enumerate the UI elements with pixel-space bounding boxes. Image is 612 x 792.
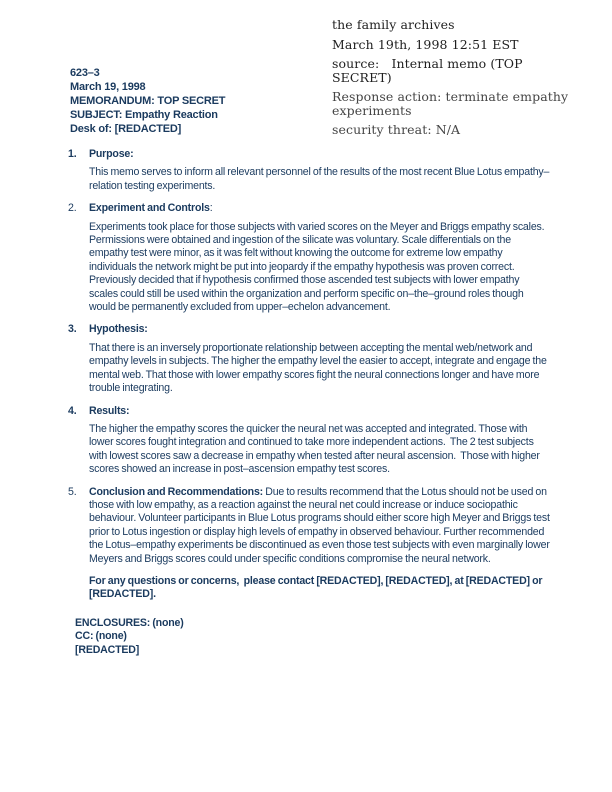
item-title: Experiment and Controls: <box>89 202 213 215</box>
item-title: Conclusion and Recommendations: <box>89 485 264 498</box>
memo-footer <box>75 617 550 658</box>
memo-desk: Desk of: [REDACTED] <box>70 123 182 135</box>
memo-item-hypothesis <box>68 323 550 395</box>
item-number: 4. <box>68 404 77 417</box>
archive-title: the family archives <box>332 17 455 32</box>
memo-item-results <box>68 405 550 477</box>
memo-item-conclusion <box>68 486 550 566</box>
item-number: 1. <box>68 148 77 160</box>
item-title: Results: <box>89 404 130 417</box>
memo-body <box>68 148 550 657</box>
archive-header <box>332 18 584 143</box>
item-text: The higher the empathy scores the quicker the neural net was accepted and integrated. Those with lower scores fought integration and continued to take more independent actions. The 2 test subjects with lowest scores saw a decrease in empathy when tested after neural ascension. Those with higher scores showed an increase in post–ascension empathy test scores. <box>89 422 542 476</box>
contact-note: For any questions or concerns, please contact [REDACTED], [REDACTED], at [REDACTED] or [REDACTED]. <box>89 574 545 601</box>
enclosures-line: ENCLOSURES: (none) <box>75 616 184 629</box>
archive-datetime: March 19th, 1998 12:51 EST <box>332 36 519 52</box>
item-text: Due to results recommend that the Lotus should not be used on those with low empathy, as a reaction against the neural net could increase or induce sociopathic behaviour. Volunteer participants in Blue Lotus programs should either score high Meyer and Briggs test prior to Lotus ingestion or display high levels of empathy in observed behaviour. Further recommended the Lotus–empathy experiments be discontinued as even those test subjects with even marginally lower Meyers and Briggs scores could under specific conditions compromise the neural network. <box>89 485 550 565</box>
memo-date: March 19, 1998 <box>70 81 146 93</box>
cc-line: CC: (none) <box>75 630 127 643</box>
item-number: 5. <box>68 485 77 498</box>
memo-subject: SUBJECT: Empathy Reaction <box>70 109 218 121</box>
item-number: 2. <box>68 202 77 215</box>
item-title: Hypothesis: <box>89 323 148 336</box>
item-title: Purpose: <box>89 148 134 160</box>
redacted-line: [REDACTED] <box>75 643 140 656</box>
archive-security-threat: security threat: N/A <box>332 122 461 137</box>
archive-source: source: Internal memo (TOP SECRET) <box>332 56 527 85</box>
item-text: That there is an inversely proportionate relationship between accepting the mental web/network and empathy levels in subjects. The higher the empathy level the easier to accept, integrate and engage the mental web. That those with lower empathy scores fight the neural connections longer and have more trouble integrating. <box>89 341 549 395</box>
item-text: Experiments took place for those subjects with varied scores on the Meyer and Briggs empathy scales. Permissions were obtained and ingestion of the silicate was voluntary. Scale differentials on the empathy test were minor, as it was felt without knowing the outcome for extreme low empathy individuals the network might be put into jeopardy if the empathy hypothesis was proven correct. Previously decided that if hypothesis confirmed those ascended test subjects with lower empathy scales could still be used within the organization and perform specific on–the–ground roles though would be permanently excluded from upper–echelon advancement. <box>89 220 549 314</box>
memo-reference: 623–3 <box>70 67 100 79</box>
item-text: This memo serves to inform all relevant personnel of the results of the most recent Blue Lotus empathy–relation testing experiments. <box>89 166 550 192</box>
memo-header <box>70 66 310 136</box>
memo-item-experiment-controls <box>68 202 550 314</box>
archive-response-action: Response action: terminate empathy experiments <box>332 89 573 118</box>
memo-classification: MEMORANDUM: TOP SECRET <box>70 95 226 107</box>
item-number: 3. <box>68 323 77 336</box>
memo-item-purpose <box>68 148 550 193</box>
